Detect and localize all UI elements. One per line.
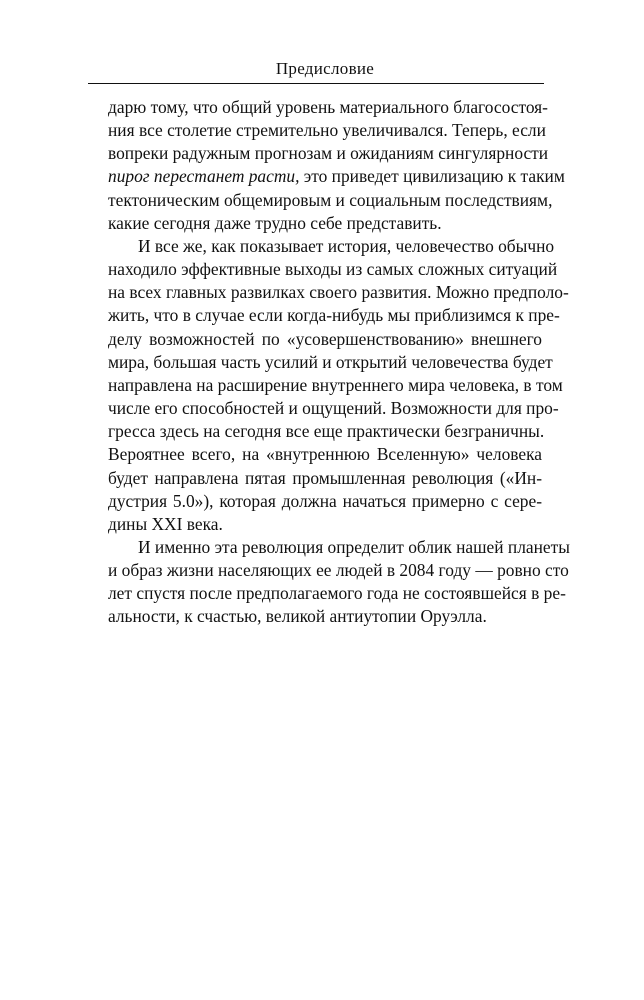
text-line: Вероятнее всего, на «внутреннюю Вселенную» человека: [108, 444, 542, 465]
text-line: делу возможностей по «усовершенствованию» внешнего: [108, 328, 542, 349]
text-line: находило эффективные выходы из самых сложных ситуаций: [108, 259, 558, 280]
body-text: [108, 96, 570, 629]
text-line: будет направлена пятая промышленная революция («Ин-: [108, 467, 542, 488]
header-rule: [88, 83, 544, 84]
text-line: вопреки радужным прогнозам и ожиданиям сингулярности: [108, 143, 549, 164]
text-line: числе его способностей и ощущений. Возможности для про-: [108, 398, 559, 419]
text-line: мира, большая часть усилий и открытий человечества будет: [108, 351, 553, 372]
italic-phrase: пирог перестанет расти,: [108, 166, 300, 187]
paragraph-3: [108, 536, 570, 629]
running-header: Предисловие: [275, 59, 375, 78]
paragraph-1: [108, 96, 565, 235]
text-line: гресса здесь на сегодня все еще практически безграничны.: [108, 421, 545, 442]
text-line: ния все столетие стремительно увеличивался. Теперь, если: [108, 120, 546, 141]
paragraph-2: [108, 235, 569, 536]
text-line: И все же, как показывает история, человечество обычно: [138, 235, 555, 256]
text-line: альности, к счастью, великой антиутопии Оруэлла.: [108, 606, 487, 627]
text-line: жить, что в случае если когда-нибудь мы приблизимся к пре-: [108, 305, 560, 326]
text-line-with-italic: [108, 165, 565, 188]
text-line: какие сегодня даже трудно себе представить.: [108, 212, 442, 233]
text-line: дарю тому, что общий уровень материального благосостоя-: [108, 97, 548, 117]
text-line: И именно эта революция определит облик нашей планеты: [138, 536, 570, 557]
text-line: направлена на расширение внутреннего мира человека, в том: [108, 374, 563, 395]
text-line: дустрия 5.0»), которая должна начаться примерно с сере-: [108, 490, 542, 511]
text-line: дины XXI века.: [108, 513, 223, 534]
text-line: на всех главных развилках своего развития. Можно предполо-: [108, 282, 569, 303]
text-line: и образ жизни населяющих ее людей в 2084 году — ровно сто: [108, 560, 569, 581]
text-line: тектоническим общемировым и социальным последствиям,: [108, 189, 553, 210]
text-line: лет спустя после предполагаемого года не состоявшейся в ре-: [108, 583, 566, 604]
line-continuation: это приведет цивилизацию к таким: [299, 166, 565, 187]
